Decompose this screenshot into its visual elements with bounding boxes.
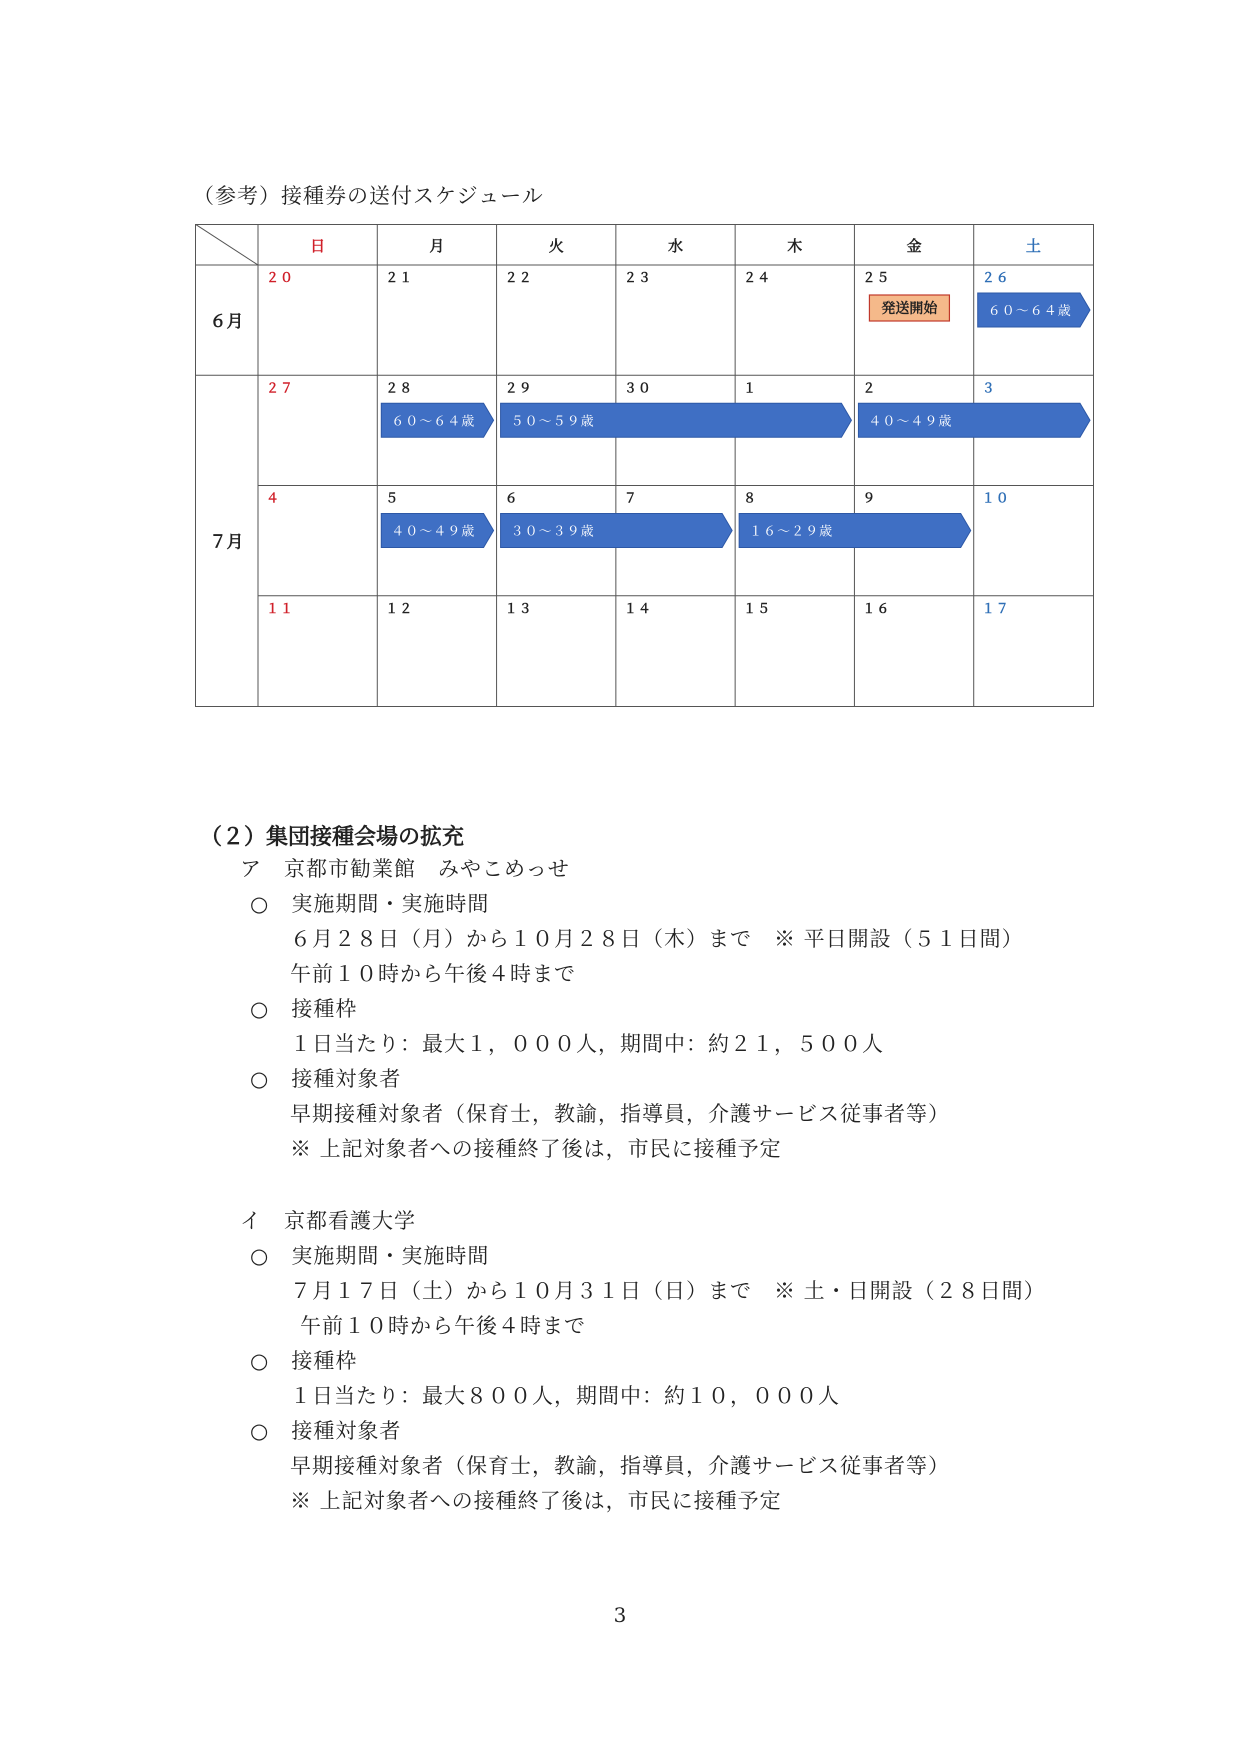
venue-a-target: 早期接種対象者（保育士，教諭，指導員，介護サービス従事者等） [290, 1102, 950, 1126]
venue-a-hours: 午前１０時から午後４時まで [290, 962, 576, 986]
day-number: １４ [623, 601, 652, 617]
venue-a-target-heading: ○ 接種対象者 [250, 1067, 402, 1091]
day-number: １６ [862, 601, 891, 617]
age-group-label: ４０～４９歳 [868, 414, 953, 430]
age-group-label: １６～２９歳 [749, 524, 834, 540]
day-number: １０ [981, 491, 1010, 507]
venue-b-heading: イ 京都看護大学 [240, 1209, 416, 1233]
day-number: ２３ [623, 271, 652, 286]
venue-b-period: ７月１７日（土）から１０月３１日（日）まで ※ 土・日開設（２８日間） [290, 1279, 1046, 1303]
venue-a-note: ※ 上記対象者への接種終了後は，市民に接種予定 [290, 1137, 782, 1161]
venue-b-target-heading: ○ 接種対象者 [250, 1419, 402, 1443]
venue-b-target: 早期接種対象者（保育士，教諭，指導員，介護サービス従事者等） [290, 1454, 950, 1478]
day-number: ２６ [981, 271, 1010, 286]
day-number: ７ [623, 491, 638, 507]
day-number: ２２ [504, 271, 533, 286]
day-number: ３０ [623, 381, 652, 397]
day-number: ２８ [385, 381, 414, 397]
weekday-header: 木 [787, 237, 803, 255]
calendar-border [196, 225, 1094, 707]
venue-b-period-heading: ○ 実施期間・実施時間 [250, 1244, 490, 1268]
venue-a-period: ６月２８日（月）から１０月２８日（木）まで ※ 平日開設（５１日間） [290, 927, 1024, 951]
venue-a-capacity-heading: ○ 接種枠 [250, 997, 358, 1021]
weekday-header: 土 [1025, 237, 1041, 255]
age-group-label: ３０～３９歳 [510, 524, 595, 540]
page-number: 3 [613, 1603, 627, 1627]
venue-a-capacity: １日当たり：最大１，０００人，期間中：約２１，５００人 [290, 1032, 884, 1056]
schedule-calendar [195, 224, 1095, 708]
month-label-june: ６月 [209, 312, 244, 333]
corner-diagonal [195, 224, 258, 265]
day-number: ２ [862, 381, 877, 397]
day-number: ９ [862, 491, 877, 507]
venue-b-capacity: １日当たり：最大８００人，期間中：約１０，０００人 [290, 1384, 840, 1408]
day-number: １ [743, 381, 758, 397]
venue-a-heading: ア 京都市勧業館 みやこめっせ [240, 857, 570, 881]
weekday-header: 日 [310, 237, 326, 255]
day-number: ２１ [385, 271, 414, 286]
age-group-label: ５０～５９歳 [510, 414, 595, 430]
day-number: ２０ [266, 271, 295, 286]
day-number: １２ [385, 601, 414, 617]
age-group-label: ４０～４９歳 [391, 524, 476, 540]
section-title: （２）集団接種会場の拡充 [200, 825, 465, 850]
venue-b-capacity-heading: ○ 接種枠 [250, 1349, 358, 1373]
start-badge-label: 発送開始 [881, 301, 938, 317]
weekday-header: 水 [667, 237, 684, 255]
weekday-header: 月 [429, 237, 445, 255]
day-number: １５ [743, 601, 772, 617]
month-label-july: ７月 [209, 532, 244, 553]
day-number: １１ [266, 601, 295, 617]
day-number: ６ [504, 491, 519, 507]
day-number: ３ [981, 381, 996, 397]
age-group-label: ６０～６４歳 [987, 304, 1072, 319]
day-number: １３ [504, 601, 533, 617]
day-number: ５ [385, 491, 400, 507]
day-number: ８ [743, 491, 758, 507]
day-number: ２９ [504, 381, 533, 397]
venue-a-period-heading: ○ 実施期間・実施時間 [250, 892, 490, 916]
weekday-header: 火 [548, 237, 564, 255]
reference-title: （参考）接種券の送付スケジュール [193, 184, 544, 208]
weekday-header: 金 [906, 237, 922, 255]
day-number: ２７ [266, 381, 295, 397]
age-group-label: ６０～６４歳 [391, 414, 476, 430]
venue-b-note: ※ 上記対象者への接種終了後は，市民に接種予定 [290, 1489, 782, 1513]
day-number: ２５ [862, 271, 891, 286]
day-number: ２４ [743, 271, 772, 286]
day-number: ４ [266, 491, 281, 507]
venue-b-hours: 午前１０時から午後４時まで [300, 1314, 586, 1338]
day-number: １７ [981, 601, 1010, 617]
